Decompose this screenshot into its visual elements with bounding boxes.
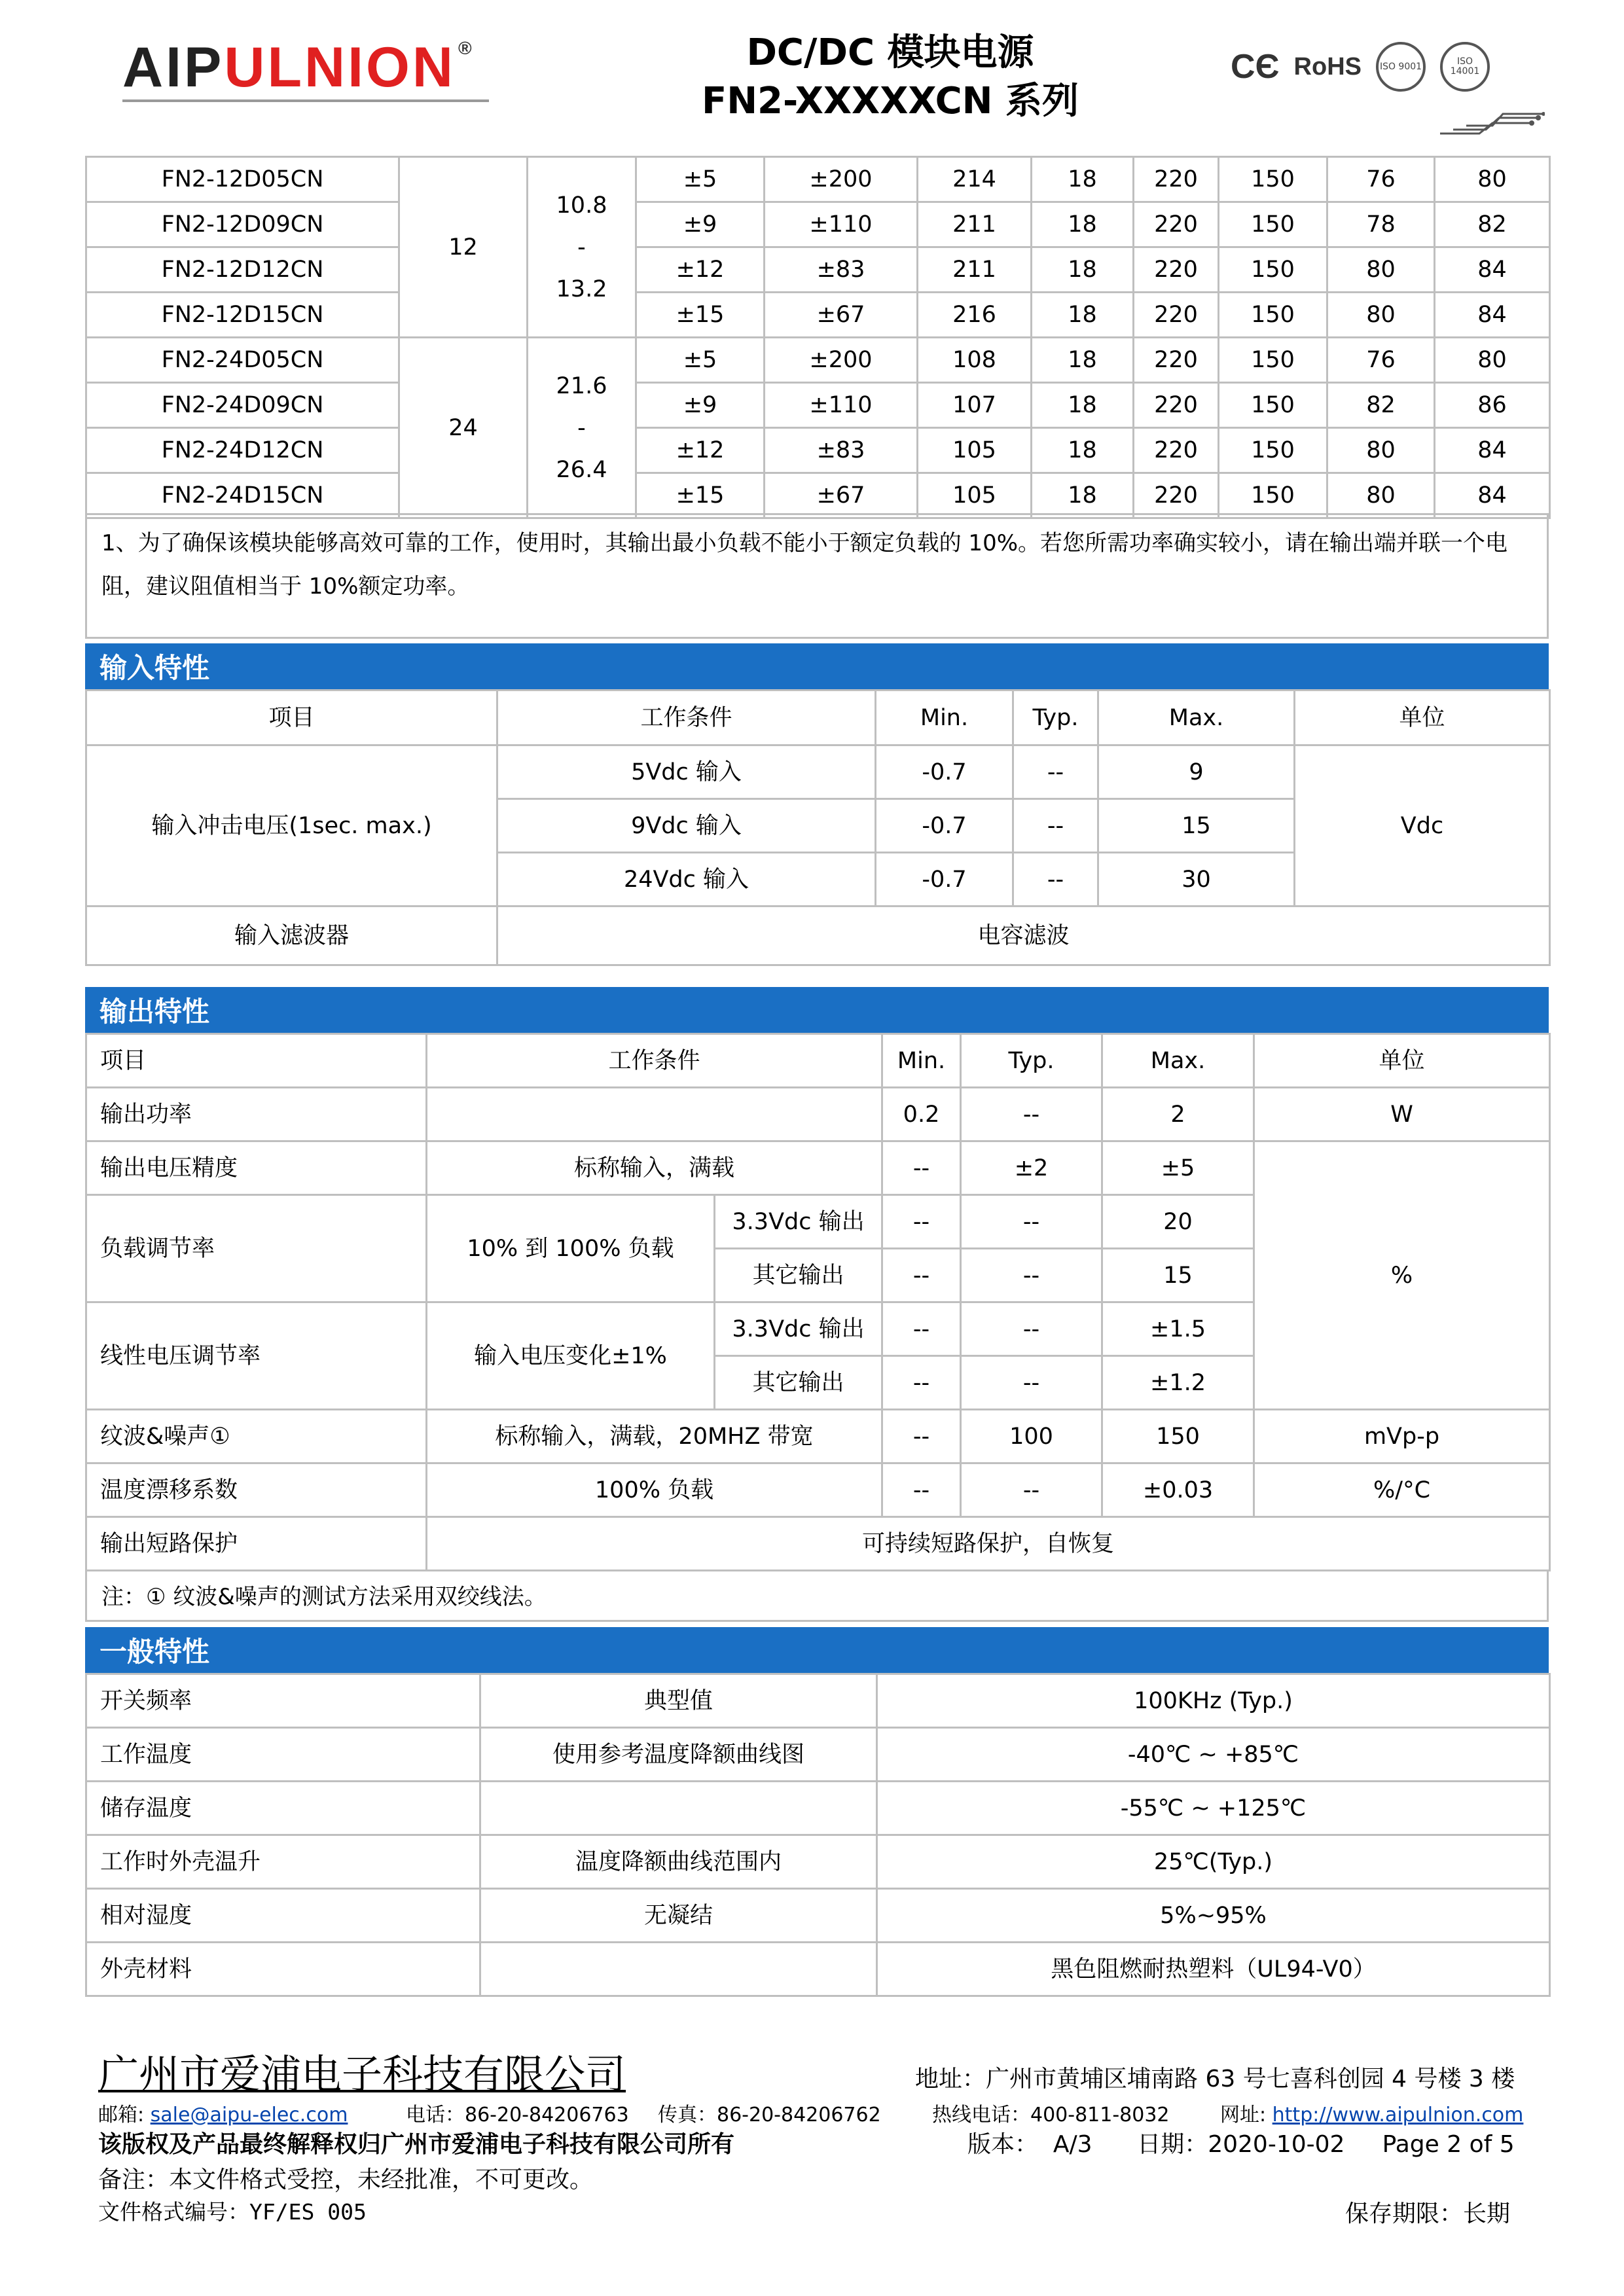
- cell-cap: 220: [1134, 473, 1219, 518]
- website-link[interactable]: http://www.aipulnion.com: [1272, 2104, 1524, 2126]
- cell-cap: 220: [1134, 383, 1219, 428]
- cell-vout: ±5: [636, 338, 765, 383]
- cell-iin-noload: 18: [1032, 428, 1134, 473]
- company-address: 地址：广州市黄埔区埔南路 63 号七喜科创园 4 号楼 3 楼: [915, 2066, 1515, 2092]
- cell-ripple: 150: [1219, 202, 1327, 247]
- cell-vout: ±12: [636, 247, 765, 293]
- ripple-max: 150: [1102, 1410, 1254, 1463]
- cell-ripple: 150: [1219, 247, 1327, 293]
- general-row: [86, 1674, 1550, 1728]
- cell-iin-full: 107: [918, 383, 1032, 428]
- input-surge-label: 输入冲击电压(1sec. max.): [86, 745, 497, 906]
- cell-eff-min: 80: [1327, 247, 1435, 293]
- cell-ripple: 150: [1219, 293, 1327, 338]
- cell-iin-full: 105: [918, 428, 1032, 473]
- line-reg-sub: 其它输出: [715, 1356, 882, 1410]
- copyright-text: 该版权及产品最终解释权归广州市爱浦电子科技有限公司所有: [98, 2131, 735, 2158]
- line-reg-label: 线性电压调节率: [86, 1302, 427, 1410]
- general-specs-table: [85, 1673, 1551, 1997]
- model-number: FN2-12D12CN: [86, 247, 399, 293]
- fax-text: 传真：86-20-84206762: [658, 2104, 881, 2126]
- general-label: 工作时外壳温升: [86, 1835, 480, 1889]
- title-line-2: FN2-XXXXXCN 系列: [701, 80, 1079, 122]
- load-reg-min: --: [882, 1249, 961, 1302]
- input-header-cond: 工作条件: [497, 691, 876, 745]
- general-value: -55℃ ~ +125℃: [877, 1782, 1550, 1835]
- output-power-max: 2: [1102, 1088, 1254, 1141]
- model-row: [86, 428, 1550, 473]
- cell-iout: ±200: [765, 338, 918, 383]
- model-row: [86, 157, 1550, 202]
- line-reg-min: --: [882, 1302, 961, 1356]
- retention-period: 保存期限：长期: [1345, 2200, 1511, 2227]
- surge-max: 30: [1098, 853, 1295, 906]
- cell-iin-noload: 18: [1032, 293, 1134, 338]
- model-number: FN2-24D05CN: [86, 338, 399, 383]
- website-label: 网址:: [1220, 2104, 1272, 2126]
- general-cond: 无凝结: [480, 1889, 877, 1943]
- iso9001-seal-icon: ISO 9001: [1376, 42, 1426, 92]
- model-number: FN2-24D09CN: [86, 383, 399, 428]
- surge-typ: --: [1013, 853, 1098, 906]
- model-row: [86, 338, 1550, 383]
- load-reg-max: 15: [1102, 1249, 1254, 1302]
- format-code: 文件格式编号：YF/ES 005: [98, 2199, 367, 2225]
- output-section-title: 输出特性: [85, 983, 1549, 1033]
- load-reg-typ: --: [961, 1249, 1102, 1302]
- accuracy-typ: ±2: [961, 1141, 1102, 1195]
- line-reg-sub: 3.3Vdc 输出: [715, 1302, 882, 1356]
- remark-text: 备注：本文件格式受控，未经批准，不可更改。: [98, 2166, 594, 2193]
- accuracy-min: --: [882, 1141, 961, 1195]
- surge-cond: 9Vdc 输入: [497, 799, 876, 853]
- range-range-min: 10.8: [556, 192, 607, 219]
- surge-min: -0.7: [876, 745, 1013, 799]
- input-header-min: Min.: [876, 691, 1013, 745]
- model-row: [86, 293, 1550, 338]
- general-row: [86, 1889, 1550, 1943]
- accuracy-max: ±5: [1102, 1141, 1254, 1195]
- phone-text: 电话：86-20-84206763: [406, 2104, 629, 2126]
- email-label: 邮箱:: [98, 2104, 151, 2126]
- temp-coef-min: --: [882, 1463, 961, 1517]
- version-date-page: 版本： A/3 日期：2020-10-02 Page 2 of 5: [967, 2131, 1515, 2158]
- model-row: [86, 473, 1550, 518]
- general-row: [86, 1835, 1550, 1889]
- cell-iin-noload: 18: [1032, 202, 1134, 247]
- model-row: [86, 202, 1550, 247]
- line-reg-typ: --: [961, 1356, 1102, 1410]
- input-voltage-range: [528, 338, 636, 518]
- cell-ripple: 150: [1219, 157, 1327, 202]
- model-selection-table: [85, 156, 1551, 519]
- general-value: 100KHz (Typ.): [877, 1674, 1550, 1728]
- input-specs-table: [85, 689, 1551, 966]
- model-number: FN2-12D05CN: [86, 157, 399, 202]
- surge-max: 15: [1098, 799, 1295, 853]
- email-link[interactable]: sale@aipu-elec.com: [150, 2104, 348, 2126]
- email-line: [98, 2098, 348, 2127]
- general-section-title: 一般特性: [85, 1623, 1549, 1673]
- model-note-text: 1、为了确保该模块能够高效可靠的工作，使用时，其输出最小负载不能小于额定负载的 10%。若您所需功率确实较小，请在输出端并联一个电阻，建议阻值相当于 10%额定功率。: [101, 530, 1508, 600]
- output-header-typ: Typ.: [961, 1034, 1102, 1088]
- cell-ripple: 150: [1219, 383, 1327, 428]
- general-label: 开关频率: [86, 1674, 480, 1728]
- cell-iout: ±83: [765, 428, 918, 473]
- surge-unit: Vdc: [1295, 745, 1550, 906]
- cell-eff-min: 80: [1327, 428, 1435, 473]
- cell-eff-typ: 80: [1435, 157, 1550, 202]
- range-range-min: 21.6: [556, 372, 607, 399]
- general-label: 相对湿度: [86, 1889, 480, 1943]
- input-section-title: 输入特性: [85, 639, 1549, 689]
- output-specs-table: [85, 1033, 1551, 1571]
- surge-typ: --: [1013, 799, 1098, 853]
- general-value: 5%~95%: [877, 1889, 1550, 1943]
- general-cond: [480, 1782, 877, 1835]
- range-range-max: 13.2: [556, 276, 607, 302]
- output-note-text: 注：① 纹波&噪声的测试方法采用双绞线法。: [101, 1584, 547, 1610]
- line-reg-min: --: [882, 1356, 961, 1410]
- model-number: FN2-24D12CN: [86, 428, 399, 473]
- output-power-label: 输出功率: [86, 1088, 427, 1141]
- line-reg-max: ±1.5: [1102, 1302, 1254, 1356]
- input-header-item: 项目: [86, 691, 497, 745]
- range-range-sep: -: [577, 414, 586, 441]
- cell-eff-typ: 84: [1435, 293, 1550, 338]
- cell-vout: ±9: [636, 202, 765, 247]
- page-header: [0, 0, 1624, 151]
- general-label: 储存温度: [86, 1782, 480, 1835]
- cell-ripple: 150: [1219, 428, 1327, 473]
- document-title: [655, 29, 1126, 126]
- cell-cap: 220: [1134, 293, 1219, 338]
- cell-vout: ±9: [636, 383, 765, 428]
- general-value: 25℃(Typ.): [877, 1835, 1550, 1889]
- cell-iin-noload: 18: [1032, 383, 1134, 428]
- load-reg-label: 负载调节率: [86, 1195, 427, 1302]
- cell-cap: 220: [1134, 202, 1219, 247]
- short-value: 可持续短路保护，自恢复: [427, 1517, 1550, 1571]
- circuit-trace-icon: [1440, 110, 1545, 136]
- nominal-input-voltage: 24: [399, 338, 528, 518]
- cell-ripple: 150: [1219, 338, 1327, 383]
- model-number: FN2-12D15CN: [86, 293, 399, 338]
- temp-coef-typ: --: [961, 1463, 1102, 1517]
- cell-cap: 220: [1134, 247, 1219, 293]
- general-cond: [480, 1943, 877, 1996]
- general-row: [86, 1943, 1550, 1996]
- cell-iout: ±110: [765, 202, 918, 247]
- ripple-min: --: [882, 1410, 961, 1463]
- load-reg-min: --: [882, 1195, 961, 1249]
- line-reg-cond: 输入电压变化±1%: [427, 1302, 715, 1410]
- cell-iout: ±200: [765, 157, 918, 202]
- cell-eff-typ: 86: [1435, 383, 1550, 428]
- surge-max: 9: [1098, 745, 1295, 799]
- cell-eff-min: 76: [1327, 157, 1435, 202]
- cell-iout: ±67: [765, 473, 918, 518]
- general-value: 黑色阻燃耐热塑料（UL94-V0）: [877, 1943, 1550, 1996]
- general-value: -40℃ ~ +85℃: [877, 1728, 1550, 1782]
- general-cond: 温度降额曲线范围内: [480, 1835, 877, 1889]
- cell-iin-full: 214: [918, 157, 1032, 202]
- model-row: [86, 383, 1550, 428]
- cell-iout: ±83: [765, 247, 918, 293]
- cell-iin-noload: 18: [1032, 473, 1134, 518]
- cell-eff-min: 80: [1327, 293, 1435, 338]
- iso14001-seal-icon: ISO 14001: [1440, 42, 1490, 92]
- line-reg-typ: --: [961, 1302, 1102, 1356]
- accuracy-label: 输出电压精度: [86, 1141, 427, 1195]
- load-reg-max: 20: [1102, 1195, 1254, 1249]
- logo-registered-mark: ®: [458, 38, 475, 58]
- output-note: [85, 1570, 1549, 1622]
- surge-cond: 5Vdc 输入: [497, 745, 876, 799]
- logo-text-red: ULNION: [224, 36, 456, 99]
- surge-min: -0.7: [876, 853, 1013, 906]
- logo-text-dark: AIP: [122, 36, 225, 99]
- input-header-max: Max.: [1098, 691, 1295, 745]
- line-reg-max: ±1.2: [1102, 1356, 1254, 1410]
- output-header-unit: 单位: [1254, 1034, 1550, 1088]
- cell-cap: 220: [1134, 338, 1219, 383]
- hotline-text: 热线电话：400-811-8032: [932, 2104, 1170, 2126]
- cell-ripple: 150: [1219, 473, 1327, 518]
- output-power-min: 0.2: [882, 1088, 961, 1141]
- percent-unit: %: [1254, 1141, 1550, 1410]
- ce-mark: CЄ: [1231, 48, 1280, 86]
- surge-cond: 24Vdc 输入: [497, 853, 876, 906]
- model-number: FN2-12D09CN: [86, 202, 399, 247]
- general-label: 工作温度: [86, 1728, 480, 1782]
- temp-coef-unit: %/°C: [1254, 1463, 1550, 1517]
- cell-cap: 220: [1134, 428, 1219, 473]
- output-header-cond: 工作条件: [427, 1034, 882, 1088]
- rohs-mark: RoHS: [1293, 52, 1362, 81]
- output-header-item: 项目: [86, 1034, 427, 1088]
- cell-iout: ±110: [765, 383, 918, 428]
- general-cond: 使用参考温度降额曲线图: [480, 1728, 877, 1782]
- load-reg-typ: --: [961, 1195, 1102, 1249]
- range-range-max: 26.4: [556, 456, 607, 483]
- surge-typ: --: [1013, 745, 1098, 799]
- cell-eff-typ: 82: [1435, 202, 1550, 247]
- output-power-cond: [427, 1088, 882, 1141]
- cell-eff-typ: 80: [1435, 338, 1550, 383]
- temp-coef-max: ±0.03: [1102, 1463, 1254, 1517]
- ripple-cond: 标称输入，满载，20MHZ 带宽: [427, 1410, 882, 1463]
- cell-iin-noload: 18: [1032, 157, 1134, 202]
- temp-coef-label: 温度漂移系数: [86, 1463, 427, 1517]
- load-reg-sub: 其它输出: [715, 1249, 882, 1302]
- cell-cap: 220: [1134, 157, 1219, 202]
- cell-iin-noload: 18: [1032, 247, 1134, 293]
- certification-marks: [1231, 41, 1490, 93]
- cell-eff-min: 78: [1327, 202, 1435, 247]
- input-filter-label: 输入滤波器: [86, 906, 497, 965]
- cell-eff-typ: 84: [1435, 428, 1550, 473]
- temp-coef-cond: 100% 负载: [427, 1463, 882, 1517]
- range-range-sep: -: [577, 234, 586, 260]
- cell-vout: ±15: [636, 473, 765, 518]
- ripple-label: 纹波&噪声①: [86, 1410, 427, 1463]
- general-label: 外壳材料: [86, 1943, 480, 1996]
- cell-iin-full: 211: [918, 202, 1032, 247]
- general-row: [86, 1728, 1550, 1782]
- cell-eff-typ: 84: [1435, 247, 1550, 293]
- accuracy-cond: 标称输入，满载: [427, 1141, 882, 1195]
- company-name: 广州市爱浦电子科技有限公司: [98, 2051, 626, 2098]
- cell-vout: ±15: [636, 293, 765, 338]
- output-header-max: Max.: [1102, 1034, 1254, 1088]
- ripple-unit: mVp-p: [1254, 1410, 1550, 1463]
- input-header-typ: Typ.: [1013, 691, 1098, 745]
- company-logo: [122, 36, 475, 99]
- cell-iin-full: 108: [918, 338, 1032, 383]
- cell-iin-full: 211: [918, 247, 1032, 293]
- logo-underline: [122, 99, 489, 102]
- general-cond: 典型值: [480, 1674, 877, 1728]
- nominal-input-voltage: 12: [399, 157, 528, 338]
- cell-iout: ±67: [765, 293, 918, 338]
- output-power-unit: W: [1254, 1088, 1550, 1141]
- cell-eff-typ: 84: [1435, 473, 1550, 518]
- page-footer: [0, 2036, 1624, 2296]
- cell-vout: ±12: [636, 428, 765, 473]
- output-power-typ: --: [961, 1088, 1102, 1141]
- input-header-unit: 单位: [1295, 691, 1550, 745]
- surge-min: -0.7: [876, 799, 1013, 853]
- input-filter-value: 电容滤波: [497, 906, 1550, 965]
- cell-eff-min: 76: [1327, 338, 1435, 383]
- model-table-note: [85, 513, 1549, 639]
- cell-iin-full: 105: [918, 473, 1032, 518]
- model-row: [86, 247, 1550, 293]
- model-number: FN2-24D15CN: [86, 473, 399, 518]
- short-label: 输出短路保护: [86, 1517, 427, 1571]
- cell-vout: ±5: [636, 157, 765, 202]
- cell-iin-noload: 18: [1032, 338, 1134, 383]
- cell-eff-min: 82: [1327, 383, 1435, 428]
- cell-iin-full: 216: [918, 293, 1032, 338]
- ripple-typ: 100: [961, 1410, 1102, 1463]
- load-reg-cond: 10% 到 100% 负载: [427, 1195, 715, 1302]
- website-line: [1220, 2098, 1523, 2127]
- input-voltage-range: [528, 157, 636, 338]
- general-row: [86, 1782, 1550, 1835]
- load-reg-sub: 3.3Vdc 输出: [715, 1195, 882, 1249]
- output-header-min: Min.: [882, 1034, 961, 1088]
- title-line-1: DC/DC 模块电源: [746, 31, 1034, 74]
- cell-eff-min: 80: [1327, 473, 1435, 518]
